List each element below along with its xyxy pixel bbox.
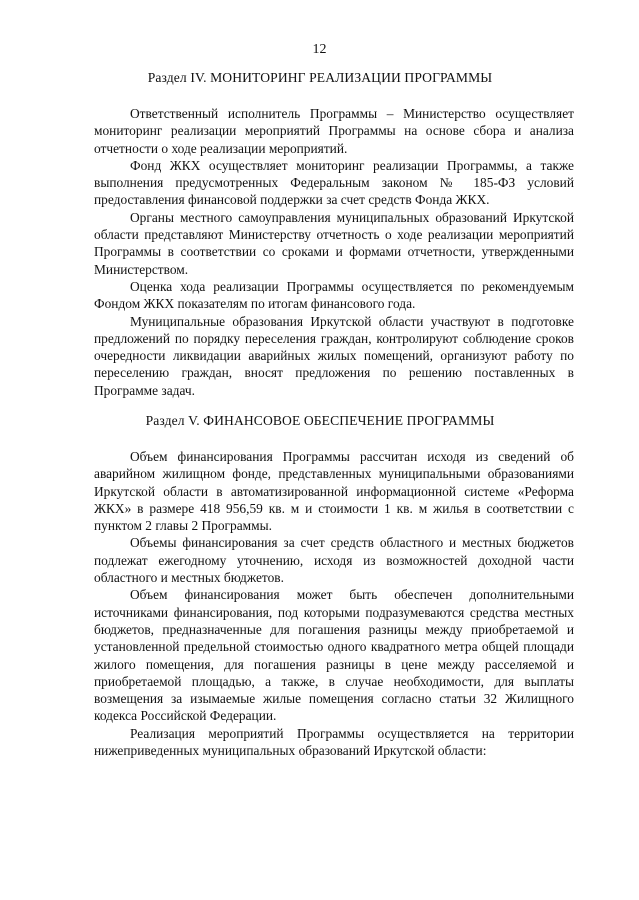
paragraph: Объемы финансирования за счет средств областного и местных бюджетов подлежат ежегодному уточнению, исходя из возможностей доходной части областного и местных бюджетов. [94,535,574,586]
paragraph: Муниципальные образования Иркутской области участвуют в подготовке предложений по порядку переселения граждан, контролируют соблюдение сроков очередности ликвидации аварийных жилых помещений, организуют работу по переселению граждан, вносят предложения по решению поставленных в Программе задач. [94,313,574,398]
section-4-title: Раздел IV. МОНИТОРИНГ РЕАЛИЗАЦИИ ПРОГРАММЫ [147,70,493,85]
paragraph: Объем финансирования может быть обеспечен дополнительными источниками финансирования, под которыми подразумеваются средства местных бюджетов, предназначенные для погашения разницы между приобретаемой и установленной предельной стоимостью одного квадратного метра общей площади жилого помещения, для погашения разницы в цене между расселяемой и приобретаемой площадью, а также, в случае необходимости, для выплаты возмещения за изымаемые жилые помещения согласно статьи 32 Жилищного кодекса Российской Федерации. [94,587,574,724]
page-number: 12 [312,42,327,57]
paragraph: Объем финансирования Программы рассчитан исходя из сведений об аварийном жилищном фонде, представленных муниципальными образованиями Иркутской области в автоматизированной информационной системе «Реформа ЖКХ» в размере 418 956,59 кв. м и стоимости 1 кв. м жилья в соответствии с пунктом 2 главы 2 Программы. [94,449,574,534]
section-4-body [94,105,574,399]
paragraph: Фонд ЖКХ осуществляет мониторинг реализации Программы, а также выполнения предусмотренных Федеральным законом № 185-ФЗ условий предоставления финансовой поддержки за счет средств Фонда ЖКХ. [94,157,574,208]
paragraph: Оценка хода реализации Программы осуществляется по рекомендуемым Фондом ЖКХ показателям по итогам финансового года. [94,278,574,312]
paragraph: Реализация мероприятий Программы осуществляется на территории нижеприведенных муниципальных образований Иркутской области: [94,725,574,759]
section-5-body [94,448,574,759]
paragraph: Органы местного самоуправления муниципальных образований Иркутской области представляют Министерству отчетность о ходе реализации мероприятий Программы в соответствии со сроками и формами отчетности, утвержденными Министерством. [94,209,574,277]
section-5-title: Раздел V. ФИНАНСОВОЕ ОБЕСПЕЧЕНИЕ ПРОГРАММЫ [145,413,495,428]
paragraph: Ответственный исполнитель Программы – Министерство осуществляет мониторинг реализации мероприятий Программы на основе сбора и анализа отчетности о ходе реализации мероприятий. [94,106,574,156]
